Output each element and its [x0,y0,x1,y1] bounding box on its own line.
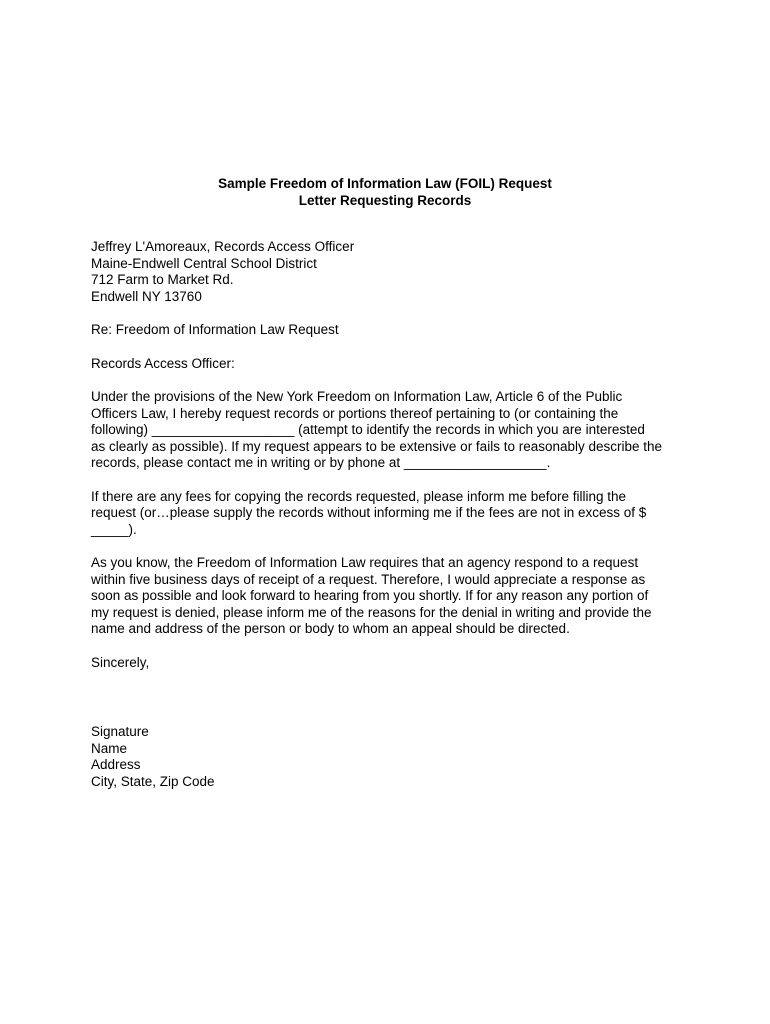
paragraph-line: _____). [91,521,137,537]
paragraph-line: within five business days of receipt of a request. Therefore, I would appreciate a response as [91,571,646,587]
paragraph-line: name and address of the person or body to whom an appeal should be directed. [91,621,570,636]
signature-block [91,724,691,790]
paragraph-line: my request is denied, please inform me of the reasons for the denial in writing and provide the [91,604,652,620]
subject-text: Re: Freedom of Information Law Request [91,322,339,337]
paragraph-line: records, please contact me in writing or by phone at ___________________. [91,455,551,470]
name-line: Name [91,740,128,756]
letter-body [91,239,691,807]
paragraph-line: following) ___________________ (attempt to identify the records in which you are interested [91,422,645,437]
subject-line [91,322,691,339]
paragraph-response-time [91,555,691,638]
recipient-organization: Maine-Endwell Central School District [91,255,317,271]
signature-spacer [91,688,691,724]
paragraph-request [91,389,691,472]
paragraph-line: If there are any fees for copying the records requested, please inform me before filling the [91,488,627,504]
paragraph-line: request (or…please supply the records without informing me if the fees are not in excess of $ [91,505,647,520]
closing [91,655,691,672]
salutation-text: Records Access Officer: [91,355,235,371]
document-title [0,175,770,209]
paragraph-line: Officers Law, I hereby request records or portions thereof pertaining to (or containing the [91,405,619,421]
recipient-name: Jeffrey L'Amoreaux, Records Access Officer [91,239,355,254]
salutation [91,356,691,373]
signature-line: Signature [91,724,149,739]
paragraph-line: As you know, the Freedom of Information Law requires that an agency respond to a request [91,555,639,570]
paragraph-line: as clearly as possible). If my request appears to be extensive or fails to reasonably describe the [91,438,663,454]
recipient-street: 712 Farm to Market Rd. [91,272,234,287]
title-line-1: Sample Freedom of Information Law (FOIL) Request [218,176,552,191]
recipient-address [91,239,691,305]
address-line: Address [91,757,141,772]
title-line-2: Letter Requesting Records [298,193,472,208]
recipient-city: Endwell NY 13760 [91,288,202,304]
closing-text: Sincerely, [91,654,150,670]
paragraph-line: Under the provisions of the New York Freedom on Information Law, Article 6 of the Public [91,389,623,404]
city-state-zip-line: City, State, Zip Code [91,773,215,789]
paragraph-fees [91,489,691,539]
paragraph-line: soon as possible and look forward to hearing from you shortly. If for any reason any portion of [91,588,649,603]
